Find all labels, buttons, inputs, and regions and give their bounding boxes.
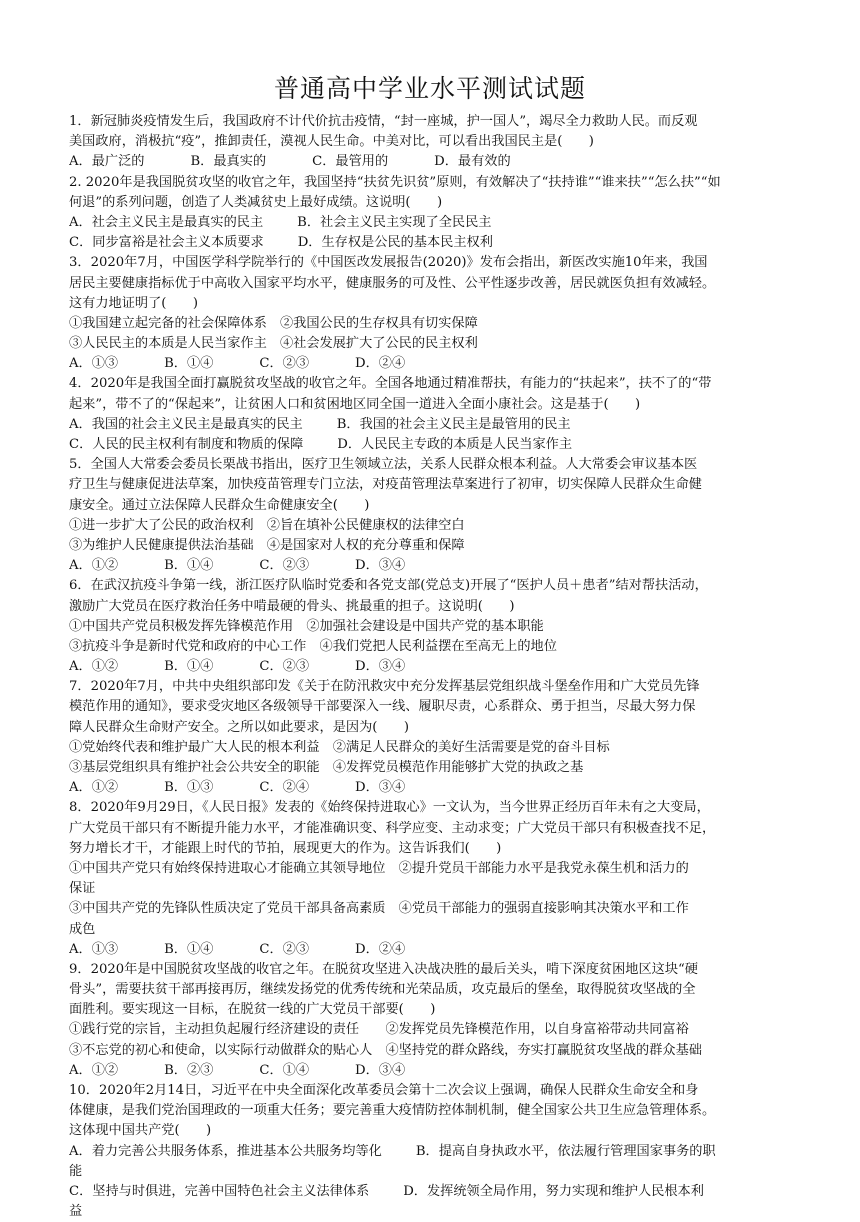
question-6 [69,576,795,677]
answer-option: B．我国的社会主义民主是最管用的民主 [336,416,571,432]
question-9 [69,960,795,1081]
answer-option: D．③④ [355,780,406,796]
options-row [69,1202,795,1222]
question-stem-line: 3．2020年7月，中国医学科学院举行的《中国医改发展报告(2020)》发布会指出，新医改实施10年来，我国 [69,255,708,271]
options-row [69,940,795,960]
answer-option: D．发挥统领全局作用，努力实现和维护人民根本利 [403,1183,704,1199]
question-list [69,112,795,1222]
question-stem-line: 面胜利。要实现这一目标，在脱贫一线的广大党员干部要( ) [69,1002,436,1018]
answer-option: 益 [69,1204,83,1220]
answer-option: A．①② [69,780,119,796]
question-stem-line: ①践行党的宗旨，主动担负起履行经济建设的责任 ②发挥党员先锋模范作用，以自身富裕带动共同富裕 [69,1022,689,1038]
question-5 [69,455,795,576]
question-stem-line: 何退”的系列问题，创造了人类减贫史上最好成绩。这说明( ) [69,194,443,210]
question-stem-line: ①进一步扩大了公民的政治权利 ②旨在填补公民健康权的法律空白 [69,517,465,533]
question-stem-line: 体健康，是我们党治国理政的一项重大任务；要完善重大疫情防控体制机制，健全国家公共卫生应急管理体系。 [69,1103,716,1119]
question-stem-line: ③不忘党的初心和使命，以实际行动做群众的贴心人 ④坚持党的群众路线，夯实打赢脱贫攻坚战的群众基础 [69,1042,702,1058]
options-row [69,556,795,576]
question-stem-line: 疗卫生与健康促进法草案，加快疫苗管理专门立法，对疫苗管理法草案进行了初审，切实保障人民群众生命健 [69,477,702,493]
answer-option: B．提高自身执政水平，依法履行管理国家事务的职 [415,1143,716,1159]
question-stem-line: 4．2020年是我国全面打赢脱贫攻坚战的收官之年。全国各地通过精准帮扶，有能力的“扶起来”，扶不了的“带 [69,376,712,392]
question-stem-line: 7．2020年7月，中共中央组织部印发《关于在防汛救灾中充分发挥基层党组织战斗堡垒作用和广大党员先锋 [69,679,700,695]
answer-option: D．③④ [355,659,406,675]
answer-option: D．生存权是公民的基本民主权利 [297,235,493,251]
question-stem-line: 障人民群众生命财产安全。之所以如此要求，是因为( ) [69,719,409,735]
answer-option: B．①④ [164,558,214,574]
answer-option: A．①② [69,558,119,574]
question-stem-line: 激励广大党员在医疗救治任务中啃最硬的骨头、挑最重的担子。这说明( ) [69,598,515,614]
question-stem-line: ③为维护人民健康提供法治基础 ④是国家对人权的充分尊重和保障 [69,537,465,553]
options-row [69,233,795,253]
question-stem-line: 康安全。通过立法保障人民群众生命健康安全( ) [69,497,370,513]
answer-option: B．①③ [164,780,214,796]
answer-option: B．①④ [164,356,214,372]
answer-option: A．着力完善公共服务体系，推进基本公共服务均等化 [69,1143,382,1159]
answer-option: A．我国的社会主义民主是最真实的民主 [69,416,303,432]
answer-option: C．②③ [259,356,310,372]
question-stem-line: 居民主要健康指标优于中高收入国家平均水平，健康服务的可及性、公平性逐步改善，居民就医负担有效减轻。 [69,275,716,291]
question-stem-line: 努力增长才干，才能跟上时代的节拍，展现更大的作为。这告诉我们( ) [69,840,502,856]
answer-option: A．①② [69,1062,119,1078]
question-stem-line: ③中国共产党的先锋队性质决定了党员干部具备高素质 ④党员干部能力的强弱直接影响其决策水平和工作 [69,901,689,917]
answer-option: B．最真实的 [190,154,267,170]
answer-option: C．②③ [259,941,310,957]
answer-option: A．①② [69,659,119,675]
options-row [69,1142,795,1162]
question-10 [69,1081,795,1222]
options-row [69,1162,795,1182]
answer-option: D．③④ [355,558,406,574]
question-stem-line: 骨头”，需要扶贫干部再接再厉，继续发扬党的优秀传统和光荣品质，攻克最后的堡垒，取得脱贫攻坚战的全 [69,982,696,998]
question-stem-line: ③基层党组织具有维护社会公共安全的职能 ④发挥党员模范作用能够扩大党的执政之基 [69,760,584,775]
question-stem-line: 模范作用的通知》，要求受灾地区各级领导干部要深入一线、履职尽责，心系群众、勇于担当，尽最大努力保 [69,699,696,715]
question-stem-line: ③人民民主的本质是人民当家作主 ④社会发展扩大了公民的民主权利 [69,336,478,352]
answer-option: C．人民的民主权利有制度和物质的保障 [69,437,304,452]
answer-option: D．②④ [355,941,406,957]
answer-option: B．①④ [164,941,214,957]
question-3 [69,253,795,374]
page-title: 普通高中学业水平测试试题 [273,74,586,103]
question-stem-line: ①中国共产党员积极发挥先锋模范作用 ②加强社会建设是中国共产党的基本职能 [69,618,544,634]
options-row [69,435,795,455]
answer-option: C．②④ [259,780,310,796]
options-row [69,1061,795,1081]
answer-option: C．②③ [259,558,310,574]
question-stem-line: 广大党员干部只有不断提升能力水平，才能准确识变、科学应变、主动求变；广大党员干部只有积极查找不足， [69,820,716,836]
question-4 [69,374,795,455]
answer-option: C．①④ [259,1062,310,1078]
options-row [69,152,795,172]
question-stem-line: ①我国建立起完备的社会保障体系 ②我国公民的生存权具有切实保障 [69,315,478,331]
question-stem-line: ①党始终代表和维护最广大人民的根本利益 ②满足人民群众的美好生活需要是党的奋斗目标 [69,739,610,755]
answer-option: A．①③ [69,941,119,957]
answer-option: A．①③ [69,356,119,372]
answer-option: B．②③ [164,1062,214,1078]
options-row [69,415,795,435]
question-stem-line: 6．在武汉抗疫斗争第一线，浙江医疗队临时党委和各党支部(党总支)开展了“医护人员＋患者”结对帮扶活动， [69,578,708,594]
answer-option: C．最管用的 [312,154,389,170]
options-row [69,1182,795,1202]
answer-option: A．最广泛的 [69,154,145,170]
answer-option: D．②④ [355,356,406,372]
answer-option: D．人民民主专政的本质是人民当家作主 [337,437,573,452]
options-row [69,657,795,677]
options-row [69,213,795,233]
question-stem-line: 2. 2020年是我国脱贫攻坚的收官之年，我国坚持“扶贫先识贫”原则，有效解决了“扶持谁”“谁来扶”“怎么扶”“如 [69,174,721,190]
question-stem-line: ③抗疫斗争是新时代党和政府的中心工作 ④我们党把人民利益摆在至高无上的地位 [69,638,557,654]
question-8 [69,798,795,960]
question-stem-line: 9．2020年是中国脱贫攻坚战的收官之年。在脱贫攻坚进入决战决胜的最后关头，啃下深度贫困地区这块“硬 [69,961,698,977]
question-2 [69,173,795,254]
question-stem-line: 成色 [69,921,96,937]
question-stem-line: 这有力地证明了( ) [69,295,198,311]
options-row [69,778,795,798]
question-stem-line: 8．2020年9月29日，《人民日报》发表的《始终保持进取心》一文认为，当今世界正经历百年未有之大变局， [69,800,710,816]
answer-option: B．社会主义民主实现了全民民主 [297,214,492,230]
answer-option: D．③④ [355,1062,406,1078]
question-stem-line: 1．新冠肺炎疫情发生后，我国政府不计代价抗击疫情，“封一座城，护一国人”，竭尽全力救助人民。而反观 [69,114,698,129]
options-row [69,354,795,374]
question-7 [69,677,795,798]
answer-option: B．①④ [164,659,214,675]
answer-option: C．坚持与时俱进，完善中国特色社会主义法律体系 [69,1183,370,1199]
question-stem-line: 10．2020年2月14日，习近平在中央全面深化改革委员会第十二次会议上强调，确保人民群众生命安全和身 [69,1083,699,1098]
answer-option: C．同步富裕是社会主义本质要求 [69,235,264,251]
question-stem-line: 美国政府，消极抗“疫”，推卸责任，漠视人民生命。中美对比，可以看出我国民主是( ) [69,134,594,150]
question-1 [69,112,795,173]
question-stem-line: 起来”，带不了的“保起来”，让贫困人口和贫困地区同全国一道进入全面小康社会。这是基于( ) [69,396,641,412]
answer-option: 能 [69,1163,83,1179]
answer-option: A．社会主义民主是最真实的民主 [69,214,264,230]
answer-option: C．②③ [259,659,310,675]
answer-option: D．最有效的 [434,154,511,170]
question-stem-line: 5．全国人大常委会委员长栗战书指出，医疗卫生领域立法，关系人民群众根本利益。人大常委会审议基本医 [69,457,698,473]
question-stem-line: ①中国共产党只有始终保持进取心才能确立其领导地位 ②提升党员干部能力水平是我党永葆生机和活力的 [69,860,689,876]
question-stem-line: 这体现中国共产党( ) [69,1123,212,1139]
question-stem-line: 保证 [69,881,96,897]
